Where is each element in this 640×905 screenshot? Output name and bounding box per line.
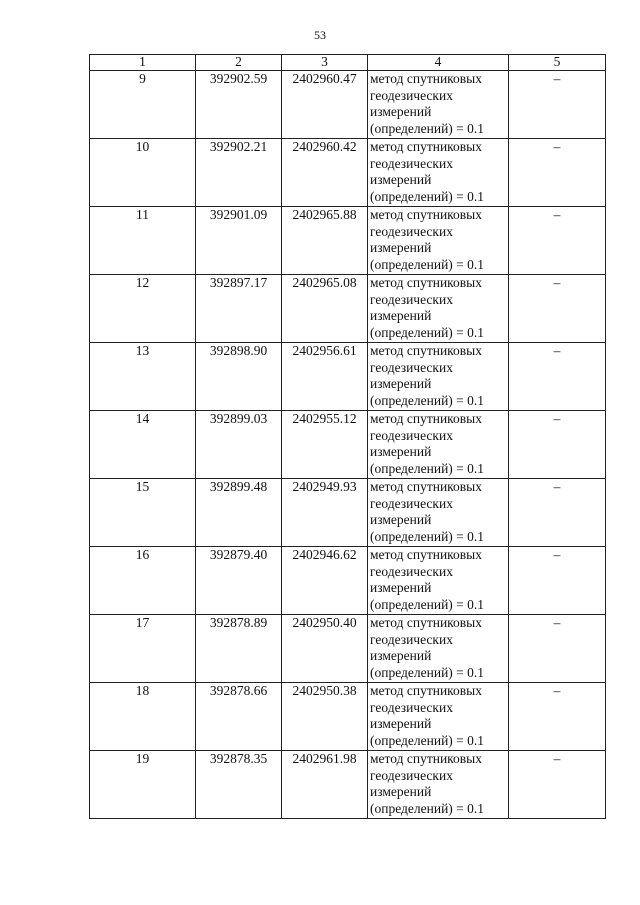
point-number-cell: 12 (90, 275, 196, 343)
x-coordinate-cell: 392902.59 (196, 71, 282, 139)
page-number: 53 (314, 28, 326, 42)
table-row (90, 479, 606, 547)
table-body (90, 71, 606, 819)
note-cell: – (509, 343, 606, 411)
note-cell: – (509, 411, 606, 479)
note-cell: – (509, 207, 606, 275)
table-row (90, 751, 606, 819)
x-coordinate-cell: 392899.48 (196, 479, 282, 547)
x-coordinate-cell: 392899.03 (196, 411, 282, 479)
note-cell: – (509, 615, 606, 683)
note-cell: – (509, 751, 606, 819)
y-coordinate-cell: 2402955.12 (282, 411, 368, 479)
y-coordinate-cell: 2402960.47 (282, 71, 368, 139)
method-cell: метод спутниковых геодезических измерений (определений) = 0.1 (368, 683, 509, 751)
point-number-cell: 9 (90, 71, 196, 139)
point-number-cell: 15 (90, 479, 196, 547)
table-row (90, 615, 606, 683)
header-col-3: 3 (282, 55, 368, 71)
y-coordinate-cell: 2402960.42 (282, 139, 368, 207)
note-cell: – (509, 275, 606, 343)
x-coordinate-cell: 392902.21 (196, 139, 282, 207)
note-cell: – (509, 683, 606, 751)
point-number-cell: 11 (90, 207, 196, 275)
header-col-4: 4 (368, 55, 509, 71)
coordinates-table (89, 54, 606, 819)
header-col-1: 1 (90, 55, 196, 71)
method-cell: метод спутниковых геодезических измерений (определений) = 0.1 (368, 411, 509, 479)
header-row (90, 55, 606, 71)
method-cell: метод спутниковых геодезических измерений (определений) = 0.1 (368, 207, 509, 275)
table-row (90, 343, 606, 411)
note-cell: – (509, 71, 606, 139)
point-number-cell: 14 (90, 411, 196, 479)
method-cell: метод спутниковых геодезических измерений (определений) = 0.1 (368, 139, 509, 207)
x-coordinate-cell: 392878.66 (196, 683, 282, 751)
x-coordinate-cell: 392901.09 (196, 207, 282, 275)
y-coordinate-cell: 2402956.61 (282, 343, 368, 411)
method-cell: метод спутниковых геодезических измерений (определений) = 0.1 (368, 275, 509, 343)
method-cell: метод спутниковых геодезических измерений (определений) = 0.1 (368, 71, 509, 139)
header-col-5: 5 (509, 55, 606, 71)
x-coordinate-cell: 392897.17 (196, 275, 282, 343)
point-number-cell: 13 (90, 343, 196, 411)
y-coordinate-cell: 2402965.08 (282, 275, 368, 343)
method-cell: метод спутниковых геодезических измерений (определений) = 0.1 (368, 615, 509, 683)
point-number-cell: 18 (90, 683, 196, 751)
table-row (90, 275, 606, 343)
y-coordinate-cell: 2402961.98 (282, 751, 368, 819)
y-coordinate-cell: 2402950.38 (282, 683, 368, 751)
y-coordinate-cell: 2402965.88 (282, 207, 368, 275)
y-coordinate-cell: 2402949.93 (282, 479, 368, 547)
y-coordinate-cell: 2402950.40 (282, 615, 368, 683)
method-cell: метод спутниковых геодезических измерений (определений) = 0.1 (368, 479, 509, 547)
table-row (90, 139, 606, 207)
x-coordinate-cell: 392898.90 (196, 343, 282, 411)
note-cell: – (509, 547, 606, 615)
method-cell: метод спутниковых геодезических измерений (определений) = 0.1 (368, 751, 509, 819)
header-col-2: 2 (196, 55, 282, 71)
point-number-cell: 17 (90, 615, 196, 683)
note-cell: – (509, 139, 606, 207)
point-number-cell: 10 (90, 139, 196, 207)
method-cell: метод спутниковых геодезических измерений (определений) = 0.1 (368, 343, 509, 411)
note-cell: – (509, 479, 606, 547)
table-row (90, 411, 606, 479)
point-number-cell: 16 (90, 547, 196, 615)
table-row (90, 547, 606, 615)
x-coordinate-cell: 392879.40 (196, 547, 282, 615)
table-row (90, 207, 606, 275)
table-row (90, 683, 606, 751)
y-coordinate-cell: 2402946.62 (282, 547, 368, 615)
point-number-cell: 19 (90, 751, 196, 819)
table-header (90, 55, 606, 71)
table-row (90, 71, 606, 139)
method-cell: метод спутниковых геодезических измерений (определений) = 0.1 (368, 547, 509, 615)
x-coordinate-cell: 392878.89 (196, 615, 282, 683)
x-coordinate-cell: 392878.35 (196, 751, 282, 819)
